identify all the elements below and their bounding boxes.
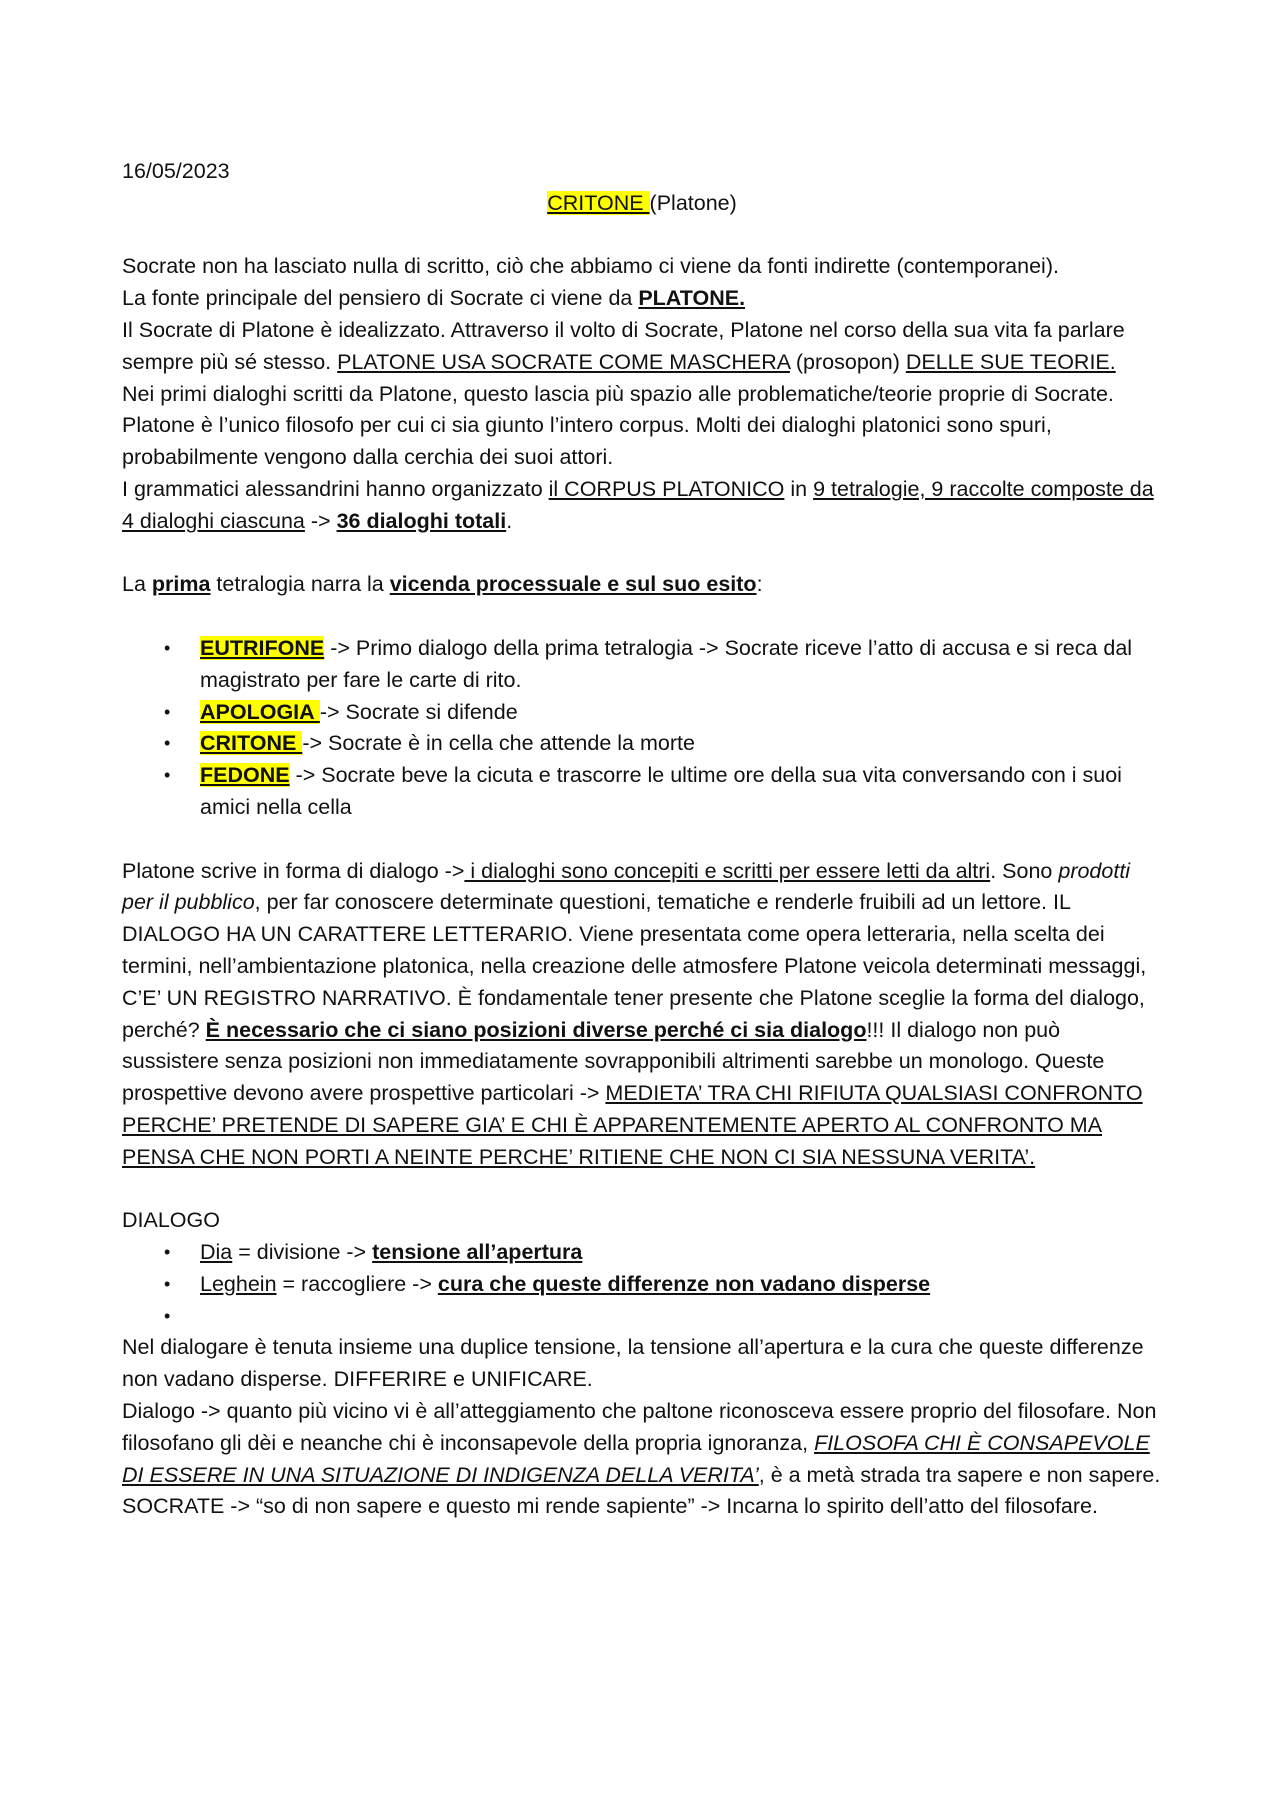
title-rest: (Platone) <box>649 190 737 215</box>
positions-emphasis: È necessario che ci siano posizioni diverse perché ci sia dialogo <box>205 1017 867 1042</box>
dialogue-desc: -> Socrate beve la cicuta e trascorre le ultime ore della sua vita conversando con i suoi amici nella cella <box>200 763 1122 819</box>
document-title <box>122 188 1162 220</box>
dialogue-name: EUTRIFONE <box>200 635 325 660</box>
vicenda-emphasis: vicenda processuale e sul suo esito <box>389 572 757 597</box>
closing-text: , è a metà strada tra sapere e non sapere. <box>758 1462 1161 1487</box>
written-for-others-emphasis: i dialoghi sono concepiti e scritti per essere letti da altri <box>464 858 991 883</box>
etymology-term: Dia <box>200 1240 233 1265</box>
list-item <box>122 1269 1162 1301</box>
intro-line-4: Nei primi dialoghi scritti da Platone, questo lascia più spazio alle problematiche/teorie proprie di Socrate. <box>122 381 1114 406</box>
closing-paragraph-3: SOCRATE -> “so di non sapere e questo mi rende sapiente” -> Incarna lo spirito dell’atto del filosofare. <box>122 1494 1098 1519</box>
list-item <box>122 760 1162 824</box>
list-item <box>122 697 1162 729</box>
intro-text: . <box>506 508 513 533</box>
intro-text: -> <box>304 508 337 533</box>
closing-paragraph-1: Nel dialogare è tenuta insieme una duplice tensione, la tensione all’apertura e la cura che queste differenze non vadano disperse. DIFFERIRE e UNIFICARE. <box>122 1335 1144 1392</box>
para-text: !!! Il dialogo non può sussistere senza posizioni non immediatamente sovrapponibili altrimenti sarebbe un monologo. Queste prospettive devono avere prospettive particolari -> <box>122 1017 1105 1106</box>
bullet-icon: • <box>164 701 171 722</box>
etymology-meaning: tensione all’apertura <box>372 1240 583 1265</box>
total-dialogues-emphasis: 36 dialoghi totali <box>336 508 507 533</box>
para-text: , per far conoscere determinate questioni, tematiche e renderle fruibili ad un lettore. IL DIALOGO HA UN CARATTERE LETTERARIO. Viene presentata come opera letteraria, nella scelta dei termini, nell’ambientazione platonica, nella creazione delle atmosfere Platone veicola determinati messaggi, C’E’ UN REGISTRO NARRATIVO. È fondamentale tener presente che Platone sceglie la forma del dialogo, perché? <box>122 890 1147 1042</box>
dialogues-list <box>122 633 1162 824</box>
public-emphasis: prodotti per il pubblico <box>122 858 1131 915</box>
bullet-icon: • <box>164 1273 171 1294</box>
tetralogy-text: tetralogia narra la <box>210 572 390 597</box>
dialogo-heading: DIALOGO <box>122 1208 220 1233</box>
para-text: . Sono <box>990 858 1059 883</box>
document-page <box>122 156 1162 1523</box>
intro-text: in <box>784 476 814 501</box>
bullet-icon: • <box>164 1305 171 1326</box>
closing-text: Dialogo -> quanto più vicino vi è all’atteggiamento che paltone riconosceva essere proprio del filosofare. Non filosofano gli dèi e neanche chi è inconsapevole della propria ignoranza, <box>122 1399 1157 1455</box>
intro-line-3 <box>122 315 1162 379</box>
intro-line-5: Platone è l’unico filosofo per cui ci sia giunto l’intero corpus. Molti dei dialoghi platonici sono spuri, probabilmente vengono dalla cerchia dei suoi attori. <box>122 413 1052 470</box>
list-item <box>122 1237 1162 1269</box>
bullet-icon: • <box>164 637 171 658</box>
prima-emphasis: prima <box>151 572 211 597</box>
etymology-term: Leghein <box>200 1271 277 1296</box>
etymology-text: = raccogliere -> <box>276 1271 438 1296</box>
list-item <box>122 728 1162 760</box>
tetralogies-emphasis: 9 tetralogie, 9 raccolte composte da 4 dialoghi ciascuna <box>122 476 1154 533</box>
intro-line-2 <box>122 283 1162 315</box>
intro-line-1: Socrate non ha lasciato nulla di scritto, ciò che abbiamo ci viene da fonti indirette (contemporanei). <box>122 254 1059 279</box>
closing-paragraph-2 <box>122 1396 1162 1491</box>
dialogue-name: CRITONE <box>200 731 303 756</box>
intro-text: Il Socrate di Platone è idealizzato. Attraverso il volto di Socrate, Platone nel corso della sua vita fa parlare sempre più sé stesso. <box>122 317 1125 374</box>
etymology-list <box>122 1237 1162 1332</box>
theories-emphasis: DELLE SUE TEORIE. <box>905 349 1116 374</box>
dialogue-desc: -> Primo dialogo della prima tetralogia -> Socrate riceve l’atto di accusa e si reca dal magistrato per fare le carte di rito. <box>200 635 1133 692</box>
tetralogy-text: : <box>756 572 763 597</box>
medieta-emphasis: MEDIETA’ TRA CHI RIFIUTA QUALSIASI CONFRONTO PERCHE’ PRETENDE DI SAPERE GIA’ E CHI È APPARENTEMENTE APERTO AL CONFRONTO MA PENSA CHE NON PORTI A NEINTE PERCHE’ RITIENE CHE NON CI SIA NESSUNA VERITA’. <box>122 1081 1143 1169</box>
list-item <box>122 633 1162 697</box>
bullet-icon: • <box>164 1242 171 1263</box>
para-text: Platone scrive in forma di dialogo -> <box>122 858 465 883</box>
date: 16/05/2023 <box>122 159 230 183</box>
dialogue-desc: -> Socrate è in cella che attende la morte <box>302 731 695 756</box>
intro-text: La fonte principale del pensiero di Socrate ci viene da <box>122 286 639 311</box>
dialog-paragraph <box>122 856 1162 1174</box>
tetralogy-text: La <box>122 572 152 597</box>
tetralogy-intro <box>122 569 1162 601</box>
intro-line-6 <box>122 474 1162 538</box>
mask-emphasis: PLATONE USA SOCRATE COME MASCHERA <box>337 349 790 374</box>
bullet-icon: • <box>164 765 171 786</box>
bullet-icon: • <box>164 733 171 754</box>
filosofa-emphasis: FILOSOFA CHI È CONSAPEVOLE DI ESSERE IN UNA SITUAZIONE DI INDIGENZA DELLA VERITA’ <box>122 1430 1150 1487</box>
intro-text: I grammatici alessandrini hanno organizzato <box>122 476 549 501</box>
etymology-meaning: cura che queste differenze non vadano disperse <box>437 1271 931 1296</box>
intro-text: (prosopon) <box>789 349 906 374</box>
dialogue-name: APOLOGIA <box>200 699 320 724</box>
dialogue-desc: -> Socrate si difende <box>319 699 518 724</box>
corpus-emphasis: il CORPUS PLATONICO <box>548 476 785 501</box>
platone-emphasis: PLATONE. <box>638 286 746 311</box>
list-item-empty <box>122 1301 1162 1333</box>
title-main: CRITONE <box>547 190 650 215</box>
etymology-text: = divisione -> <box>232 1240 373 1265</box>
dialogue-name: FEDONE <box>200 763 290 788</box>
